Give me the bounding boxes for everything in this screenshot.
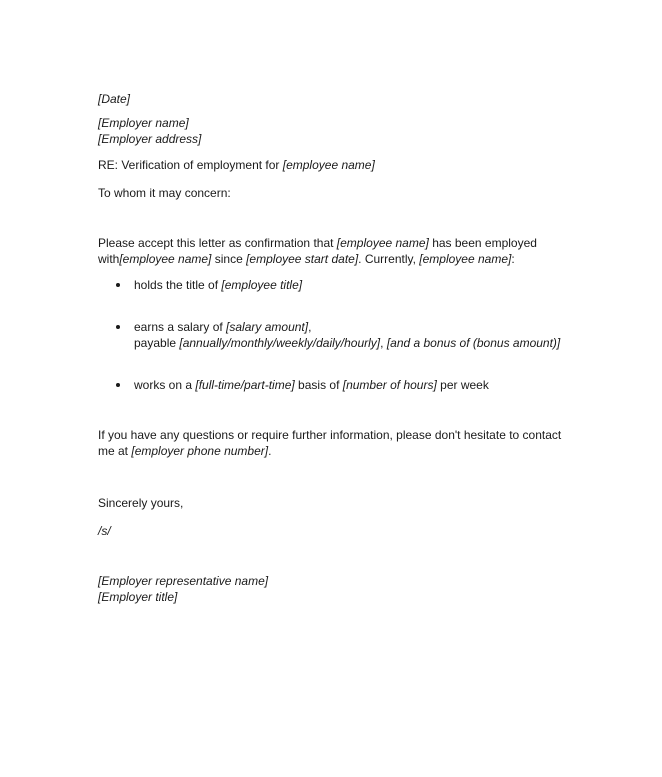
re-prefix: RE: Verification of employment for xyxy=(98,158,283,172)
employer-block xyxy=(98,115,201,147)
para1-text-1: Please accept this letter as confirmation that xyxy=(98,236,337,250)
para1-employee-name-3: [employee name] xyxy=(419,252,512,266)
paragraph-contact xyxy=(98,427,561,459)
para2-text-2: me at xyxy=(98,444,132,458)
date-placeholder: [Date] xyxy=(98,92,131,106)
bullet2-text-2: , xyxy=(308,320,312,334)
employer-address: [Employer address] xyxy=(98,132,202,146)
para2-phone-number: [employer phone number] xyxy=(131,444,269,458)
para1-start-date: [employee start date] xyxy=(246,252,359,266)
bullet3-employment-type: [full-time/part-time] xyxy=(195,378,295,392)
bullet3-text-3: per week xyxy=(436,378,489,392)
bullet3-text-2: basis of xyxy=(294,378,343,392)
representative-block xyxy=(98,573,268,605)
paragraph-confirmation xyxy=(98,235,537,267)
representative-title: [Employer title] xyxy=(98,590,178,604)
signature: /s/ xyxy=(98,524,111,538)
bullet2-salary-amount: [salary amount] xyxy=(226,320,309,334)
bullet2-text-1: earns a salary of xyxy=(134,320,227,334)
para1-text-3: with xyxy=(98,252,120,266)
bullet-dot xyxy=(116,325,120,329)
bullet3-text-1: works on a xyxy=(134,378,196,392)
representative-name: [Employer representative name] xyxy=(98,574,269,588)
re-employee-name: [employee name] xyxy=(282,158,375,172)
para1-text-4: since xyxy=(211,252,247,266)
para1-text-2: has been employed xyxy=(428,236,537,250)
bullet1-text: holds the title of xyxy=(134,278,222,292)
bullet3-hours: [number of hours] xyxy=(342,378,437,392)
re-line xyxy=(98,157,375,173)
para1-employee-name-1: [employee name] xyxy=(336,236,429,250)
para2-text-1: If you have any questions or require further information, please don't hesitate to contact xyxy=(98,428,562,442)
bullet2-bonus: [and a bonus of (bonus amount)] xyxy=(386,336,561,350)
para2-text-3: . xyxy=(268,444,272,458)
bullet1-employee-title: [employee title] xyxy=(221,278,303,292)
para1-text-5: . Currently, xyxy=(358,252,420,266)
bullet2-text-3: payable xyxy=(134,336,180,350)
para1-employee-name-2: [employee name] xyxy=(119,252,212,266)
para1-text-6: : xyxy=(511,252,515,266)
bullet-dot xyxy=(116,383,120,387)
salutation: To whom it may concern: xyxy=(98,186,231,200)
bullet2-pay-period: [annually/monthly/weekly/daily/hourly] xyxy=(179,336,381,350)
closing: Sincerely yours, xyxy=(98,496,184,510)
employer-name: [Employer name] xyxy=(98,116,189,130)
bullet2-text-4: , xyxy=(380,336,387,350)
bullet-dot xyxy=(116,283,120,287)
